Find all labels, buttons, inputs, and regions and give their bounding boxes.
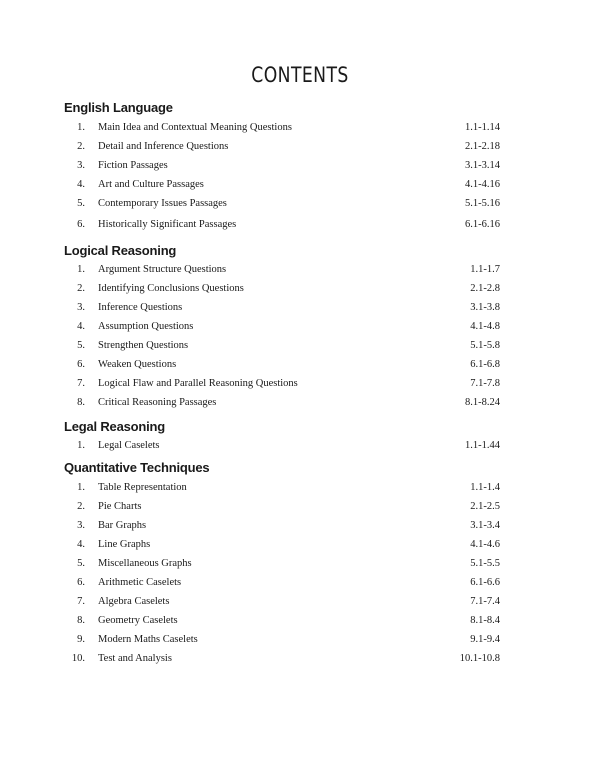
entry-number: 5. — [77, 558, 85, 569]
entry-pages: 5.1-5.5 — [470, 558, 500, 569]
entry-title: Test and Analysis — [98, 653, 172, 664]
entry-pages: 3.1-3.8 — [470, 302, 500, 313]
entry-title: Argument Structure Questions — [98, 264, 227, 275]
entry-pages: 5.1-5.16 — [465, 198, 500, 209]
entry-title: Critical Reasoning Passages — [98, 397, 217, 408]
section-heading-quantitative-techniques: Quantitative Techniques — [64, 460, 210, 475]
entry-number: 3. — [77, 160, 85, 171]
entry-title: Inference Questions — [98, 302, 183, 313]
toc-entry[interactable] — [0, 558, 600, 574]
toc-entry[interactable] — [0, 634, 600, 650]
section-heading-english-language: English Language — [64, 100, 173, 115]
section-heading-legal-reasoning: Legal Reasoning — [64, 419, 166, 434]
entry-title: Line Graphs — [98, 539, 151, 550]
entry-title: Table Representation — [98, 482, 187, 493]
entry-number: 4. — [77, 539, 85, 550]
toc-entry[interactable] — [0, 198, 600, 214]
entry-number: 9. — [77, 634, 85, 645]
toc-entry[interactable] — [0, 219, 600, 235]
entry-title: Fiction Passages — [98, 160, 168, 171]
entry-pages: 6.1-6.8 — [470, 359, 500, 370]
entry-number: 2. — [77, 141, 85, 152]
entry-title: Logical Flaw and Parallel Reasoning Questions — [98, 378, 298, 389]
entry-number: 8. — [77, 615, 85, 626]
entry-title: Weaken Questions — [98, 359, 177, 370]
entry-title: Assumption Questions — [98, 321, 194, 332]
entry-pages: 5.1-5.8 — [470, 340, 500, 351]
entry-pages: 8.1-8.24 — [465, 397, 500, 408]
entry-title: Legal Caselets — [98, 440, 160, 451]
entry-number: 5. — [77, 198, 85, 209]
entry-pages: 8.1-8.4 — [470, 615, 500, 626]
entry-title: Modern Maths Caselets — [98, 634, 198, 645]
entry-number: 10. — [71, 653, 85, 664]
toc-entry[interactable] — [0, 264, 600, 280]
toc-entry[interactable] — [0, 340, 600, 356]
entry-pages: 3.1-3.14 — [465, 160, 500, 171]
entry-pages: 1.1-1.4 — [470, 482, 500, 493]
entry-pages: 2.1-2.18 — [465, 141, 500, 152]
entry-number: 3. — [77, 302, 85, 313]
toc-entry[interactable] — [0, 283, 600, 299]
toc-entry[interactable] — [0, 122, 600, 138]
toc-entry[interactable] — [0, 596, 600, 612]
toc-entry[interactable] — [0, 378, 600, 394]
toc-entry[interactable] — [0, 520, 600, 536]
page-title: CONTENTS — [251, 63, 349, 87]
entry-pages: 9.1-9.4 — [470, 634, 500, 645]
section-heading-logical-reasoning: Logical Reasoning — [64, 243, 177, 258]
toc-entry[interactable] — [0, 141, 600, 157]
entry-pages: 2.1-2.5 — [470, 501, 500, 512]
entry-pages: 4.1-4.16 — [465, 179, 500, 190]
entry-number: 6. — [77, 219, 85, 230]
entry-title: Pie Charts — [98, 501, 142, 512]
entry-number: 3. — [77, 520, 85, 531]
entry-title: Art and Culture Passages — [98, 179, 204, 190]
entry-number: 1. — [77, 122, 85, 133]
entry-title: Historically Significant Passages — [98, 219, 237, 230]
entry-title: Arithmetic Caselets — [98, 577, 182, 588]
entry-pages: 1.1-1.7 — [470, 264, 500, 275]
entry-pages: 10.1-10.8 — [459, 653, 500, 664]
toc-entry[interactable] — [0, 653, 600, 669]
entry-pages: 1.1-1.44 — [465, 440, 500, 451]
entry-title: Contemporary Issues Passages — [98, 198, 227, 209]
entry-number: 6. — [77, 577, 85, 588]
entry-pages: 7.1-7.4 — [470, 596, 500, 607]
toc-entry[interactable] — [0, 359, 600, 375]
toc-entry[interactable] — [0, 440, 600, 456]
entry-pages: 6.1-6.16 — [465, 219, 500, 230]
entry-pages: 7.1-7.8 — [470, 378, 500, 389]
entry-pages: 4.1-4.8 — [470, 321, 500, 332]
entry-pages: 6.1-6.6 — [470, 577, 500, 588]
entry-number: 2. — [77, 283, 85, 294]
entry-number: 1. — [77, 482, 85, 493]
entry-pages: 2.1-2.8 — [470, 283, 500, 294]
entry-number: 7. — [77, 596, 85, 607]
entry-title: Identifying Conclusions Questions — [98, 283, 244, 294]
entry-number: 2. — [77, 501, 85, 512]
toc-entry[interactable] — [0, 482, 600, 498]
entry-title: Strengthen Questions — [98, 340, 189, 351]
toc-entry[interactable] — [0, 615, 600, 631]
toc-entry[interactable] — [0, 179, 600, 195]
entry-number: 1. — [77, 264, 85, 275]
entry-pages: 4.1-4.6 — [470, 539, 500, 550]
entry-title: Main Idea and Contextual Meaning Questions — [98, 122, 292, 133]
toc-entry[interactable] — [0, 501, 600, 517]
toc-entry[interactable] — [0, 577, 600, 593]
entry-pages: 3.1-3.4 — [470, 520, 500, 531]
entry-title: Bar Graphs — [98, 520, 147, 531]
entry-number: 4. — [77, 179, 85, 190]
entry-number: 8. — [77, 397, 85, 408]
entry-number: 6. — [77, 359, 85, 370]
entry-number: 7. — [77, 378, 85, 389]
entry-title: Detail and Inference Questions — [98, 141, 229, 152]
toc-entry[interactable] — [0, 302, 600, 318]
entry-pages: 1.1-1.14 — [465, 122, 500, 133]
toc-entry[interactable] — [0, 539, 600, 555]
entry-title: Miscellaneous Graphs — [98, 558, 192, 569]
toc-entry[interactable] — [0, 397, 600, 413]
entry-number: 5. — [77, 340, 85, 351]
toc-entry[interactable] — [0, 321, 600, 337]
toc-entry[interactable] — [0, 160, 600, 176]
entry-number: 1. — [77, 440, 85, 451]
entry-title: Geometry Caselets — [98, 615, 178, 626]
entry-number: 4. — [77, 321, 85, 332]
entry-title: Algebra Caselets — [98, 596, 170, 607]
